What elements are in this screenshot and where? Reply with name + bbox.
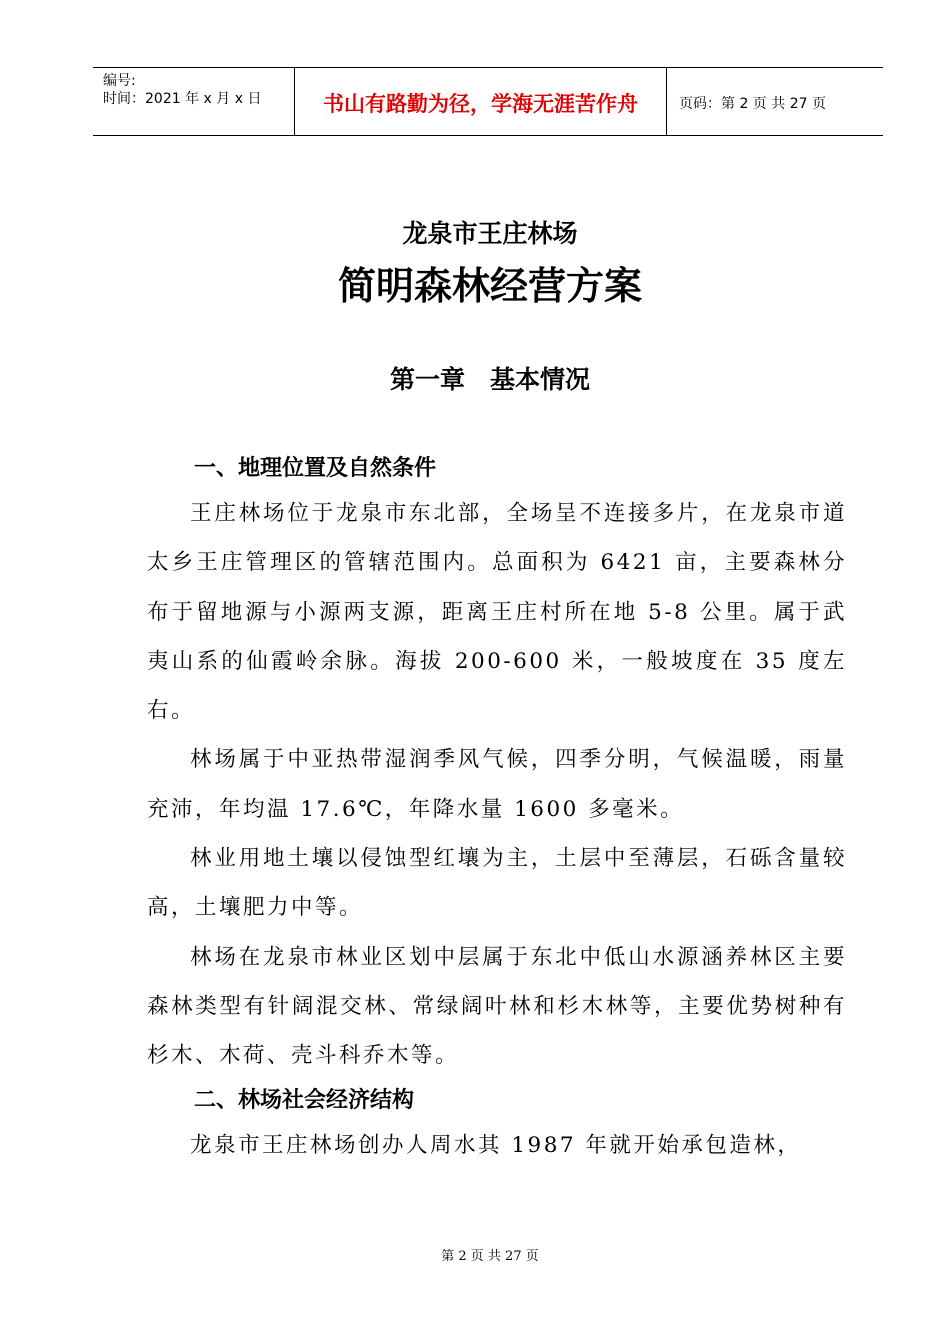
header-meta <box>93 68 295 135</box>
time-label: 时间：2021 年 x 月 x 日 <box>103 91 262 107</box>
paragraph-5: 龙泉市王庄林场创办人周水其 1987 年就开始承包造林， <box>190 1132 802 1158</box>
page-header <box>93 67 883 136</box>
section-heading-1: 一、地理位置及自然条件 <box>194 456 437 481</box>
chapter-heading: 第一章 基本情况 <box>389 365 590 394</box>
header-page-info: 页码：第 2 页 共 27 页 <box>679 95 826 112</box>
page-footer: 第 2 页 共 27 页 <box>441 1249 539 1264</box>
document-title: 简明森林经营方案 <box>337 264 642 308</box>
document-body <box>147 449 847 1170</box>
section-heading-2: 二、林场社会经济结构 <box>194 1087 415 1113</box>
header-motto: 书山有路勤为径，学海无涯苦作舟 <box>295 68 667 135</box>
paragraph-3: 林业用地土壤以侵蚀型红壤为主，土层中至薄层，石砾含量较高，土壤肥力中等。 <box>147 846 847 921</box>
paragraph-1: 王庄林场位于龙泉市东北部，全场呈不连接多片，在龙泉市道太乡王庄管理区的管辖范围内。总面积为 6421 亩，主要森林分布于留地源与小源两支源，距离王庄村所在地 5-8 公里。属于武夷山系的仙霞岭余脉。海拔 200-600 米，一般坡度在 35 度左右。 <box>147 501 847 724</box>
code-label: 编号: <box>103 73 136 89</box>
paragraph-2: 林场属于中亚热带湿润季风气候，四季分明，气候温暖，雨量充沛，年均温 17.6℃，年降水量 1600 多毫米。 <box>147 747 847 822</box>
paragraph-4: 林场在龙泉市林业区划中层属于东北中低山水源涵养林区主要森林类型有针阔混交林、常绿阔叶林和杉木林等，主要优势树种有杉木、木荷、壳斗科乔木等。 <box>147 944 847 1069</box>
document-subtitle: 龙泉市王庄林场 <box>402 219 578 248</box>
